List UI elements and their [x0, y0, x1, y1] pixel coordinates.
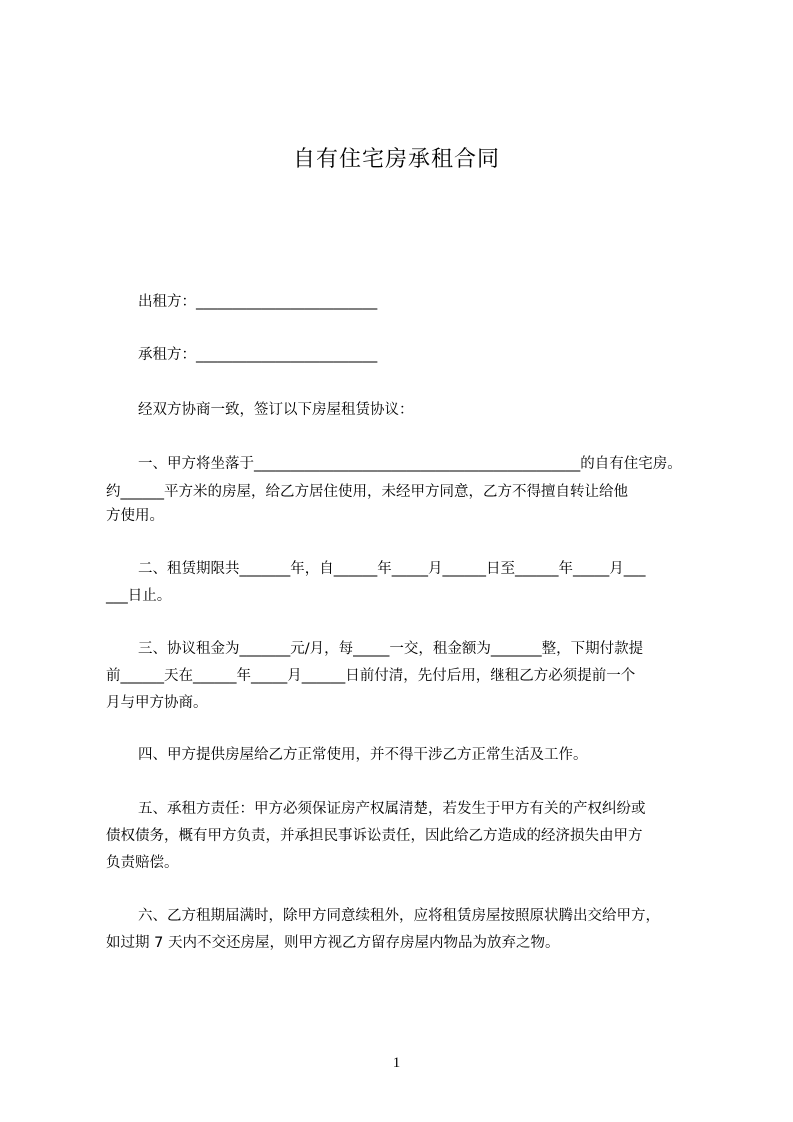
document-title: 自有住宅房承租合同	[292, 147, 500, 172]
clause-2-line-1: 二、租赁期限共_______年，自______年_____月______日至______年_____月___	[138, 561, 646, 577]
intro-line: 经双方协商一致，签订以下房屋租赁协议：	[138, 402, 414, 418]
clause-5-line-2: 债权债务，概有甲方负责，并承担民事诉讼责任，因此给乙方造成的经济损失由甲方	[106, 828, 643, 844]
page-number: 1	[392, 1055, 401, 1071]
clause-1-line-1: 一、甲方将坐落于_____________________________________________的自有住宅房。	[138, 456, 682, 472]
clause-5-line-3: 负责赔偿。	[106, 855, 179, 871]
lessor-line: 出租方：_________________________	[138, 294, 378, 310]
clause-5-line-1: 五、承租方责任：甲方必须保证房产权属清楚，若发生于甲方有关的产权纠纷或	[138, 801, 646, 817]
clause-1-line-3: 方使用。	[106, 508, 164, 524]
clause-6-line-1: 六、乙方租期届满时，除甲方同意续租外，应将租赁房屋按照原状腾出交给甲方，	[138, 908, 660, 924]
clause-4-line-1: 四、甲方提供房屋给乙方正常使用，并不得干涉乙方正常生活及工作。	[138, 747, 588, 763]
clause-3-line-3: 月与甲方协商。	[106, 695, 208, 711]
lessee-line: 承租方：_________________________	[138, 347, 378, 363]
clause-6-line-2: 如过期 7 天内不交还房屋，则甲方视乙方留存房屋内物品为放弃之物。	[106, 935, 560, 951]
clause-1-line-2: 约______平方米的房屋，给乙方居住使用，未经甲方同意，乙方不得擅自转让给他	[106, 484, 628, 500]
clause-3-line-1: 三、协议租金为_______元/月，每_____一交，租金额为_______整，下期付款提	[138, 641, 644, 657]
clause-2-line-2: ___日止。	[106, 588, 172, 604]
clause-3-line-2: 前______天在______年_____月______日前付清，先付后用，继租乙方必须提前一个	[106, 668, 636, 684]
